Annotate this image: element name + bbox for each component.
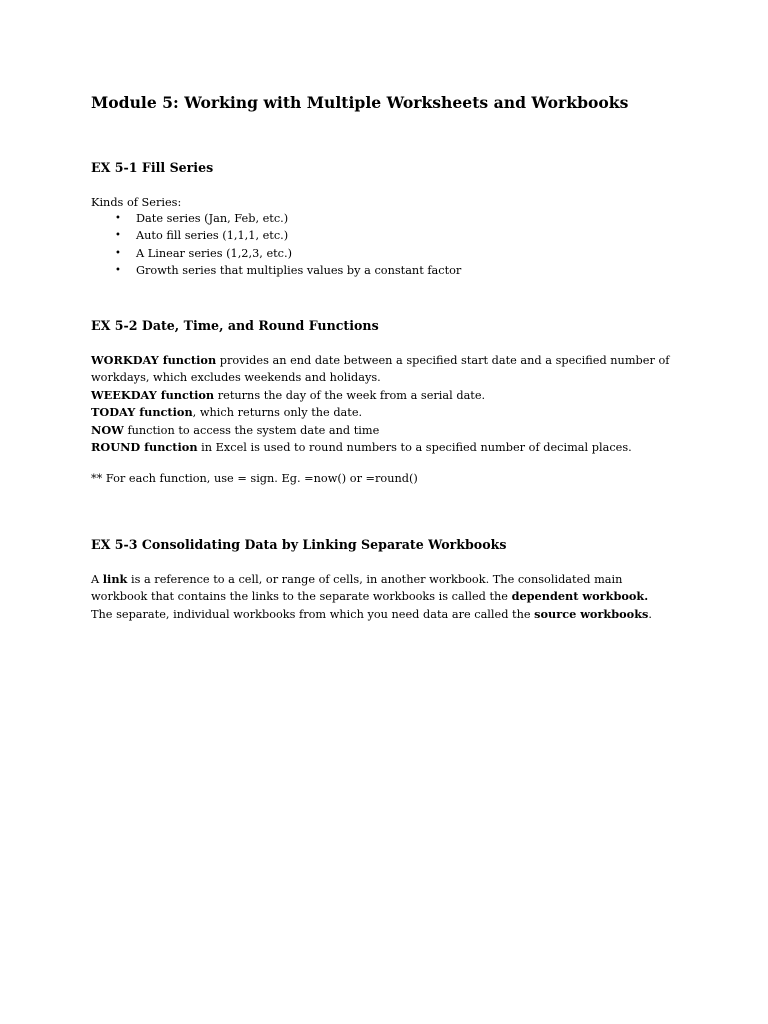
series-kinds-list	[91, 210, 461, 280]
link-term: link	[102, 572, 128, 586]
bullet-icon: •	[115, 213, 121, 224]
weekday-term: WEEKDAY function	[91, 387, 215, 402]
functions-paragraph	[91, 352, 691, 456]
link-definition-line	[91, 571, 691, 588]
source-workbooks-line	[91, 606, 691, 623]
list-item	[91, 245, 461, 262]
list-item-text: Auto fill series (1,1,1, etc.)	[136, 229, 289, 243]
today-term: TODAY function	[91, 405, 193, 420]
workday-term: WORKDAY function	[91, 353, 217, 367]
series-kinds-label: Kinds of Series:	[91, 196, 182, 209]
now-text: function to access the system date and time	[123, 423, 380, 437]
bullet-icon: •	[115, 265, 121, 277]
today-line	[91, 404, 691, 421]
text-run: A	[91, 573, 103, 586]
list-item	[91, 210, 461, 227]
text-run: workbook that contains the links to the separate workbooks is called the	[91, 590, 512, 604]
function-usage-note: ** For each function, use = sign. Eg. =now() or =round()	[91, 472, 418, 485]
dependent-workbook-line	[91, 588, 691, 605]
list-item	[91, 227, 461, 244]
section-heading-fill-series: EX 5-1 Fill Series	[91, 160, 214, 175]
text-run: The separate, individual workbooks from which you need data are called the	[91, 607, 535, 621]
bullet-icon: •	[115, 230, 121, 242]
weekday-line	[91, 387, 691, 404]
now-line	[91, 422, 691, 439]
page-title: Module 5: Working with Multiple Worksheets and Workbooks	[91, 93, 629, 112]
list-item-text: Growth series that multiplies values by a constant factor	[136, 264, 462, 278]
list-item-text: A Linear series (1,2,3, etc.)	[136, 246, 293, 260]
today-text: , which returns only the date.	[192, 406, 363, 420]
text-run: .	[648, 607, 652, 621]
now-term: NOW	[91, 422, 124, 437]
section-heading-consolidating-data: EX 5-3 Consolidating Data by Linking Separate Workbooks	[91, 537, 507, 552]
list-item-text: Date series (Jan, Feb, etc.)	[136, 212, 289, 225]
workday-text: provides an end date between a specified start date and a specified number of	[216, 354, 670, 367]
linking-paragraph	[91, 571, 691, 623]
round-term: ROUND function	[91, 440, 198, 455]
section-heading-date-time-round: EX 5-2 Date, Time, and Round Functions	[91, 318, 379, 333]
workday-line-continued: workdays, which excludes weekends and holidays.	[91, 371, 381, 385]
dependent-workbook-term: dependent workbook.	[511, 589, 649, 604]
text-run: is a reference to a cell, or range of cells, in another workbook. The consolidated main	[127, 573, 623, 586]
source-workbooks-term: source workbooks	[534, 606, 649, 621]
round-line	[91, 439, 691, 456]
round-text: in Excel is used to round numbers to a specified number of decimal places.	[197, 441, 632, 455]
weekday-text: returns the day of the week from a serial date.	[214, 388, 486, 402]
list-item	[91, 262, 461, 279]
bullet-icon: •	[115, 247, 121, 259]
workday-line	[91, 352, 691, 369]
